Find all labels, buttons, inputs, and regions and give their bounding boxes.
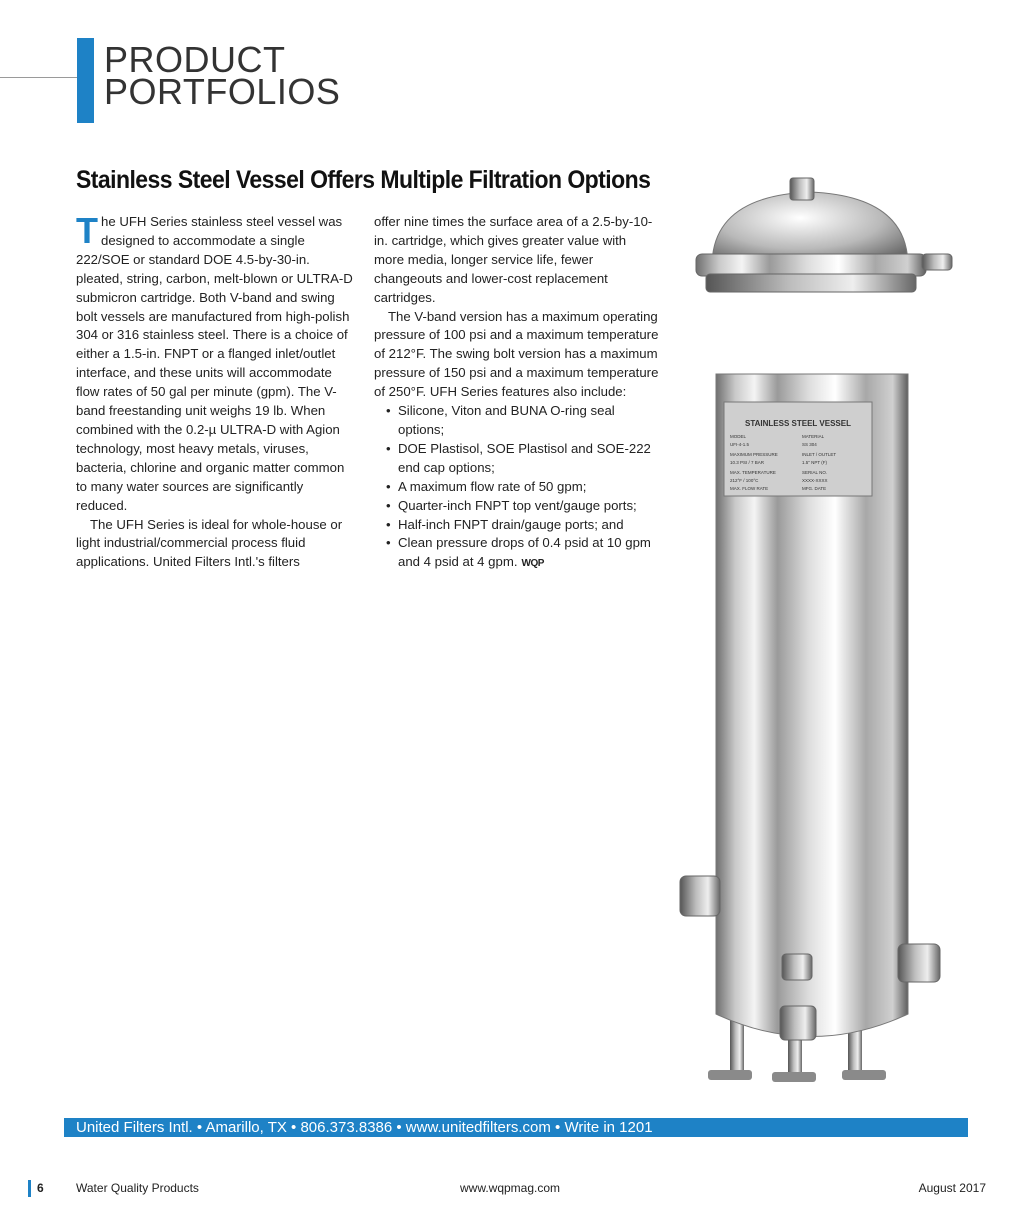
plate-value: 10.3 PSI / 7 BAR bbox=[730, 460, 765, 465]
article-paragraph-2: The UFH Series is ideal for whole-house or light industrial/commercial process fluid applications. United Filters Intl.'s filters bbox=[76, 516, 343, 570]
dropcap: T bbox=[76, 210, 98, 251]
article-paragraph-1 bbox=[76, 210, 356, 516]
feature-item: • A maximum flow rate of 50 gpm; bbox=[374, 478, 659, 497]
plate-value: 1.5" NPT (F) bbox=[802, 460, 828, 465]
plate-label: MATERIAL bbox=[802, 434, 825, 439]
publication-name: Water Quality Products bbox=[76, 1181, 199, 1195]
plate-label: MAX. FLOW RATE bbox=[730, 486, 769, 491]
page-footer bbox=[0, 1180, 1024, 1200]
section-title-line1: PRODUCT bbox=[104, 39, 286, 80]
plate-label: INLET / OUTLET bbox=[802, 452, 837, 457]
feature-list bbox=[374, 402, 659, 574]
feature-item: • Quarter-inch FNPT top vent/gauge ports; bbox=[374, 497, 659, 516]
paragraph-text: he UFH Series stainless steel vessel was designed to accommodate a single 222/SOE or standard DOE 4.5-by-30-in. pleated, string, carbon, melt-blown or ULTRA-D submicron cartridge. Both V-band and swing bolt vessels are manufactured from high-polish 304 or 316 stainless steel. There is a choice of either a 1.5-in. FNPT or a flanged inlet/outlet interface, and these units will accommodate flow rates of 50 gal per minute (gpm). The V-band freestanding unit weighs 19 lb. When combined with the 0.2-µ ULTRA-D with Agion technology, most heavy metals, viruses, bacteria, chlorine and organic matter common to many water sources are significantly reduced. bbox=[76, 214, 353, 513]
feature-item: • DOE Plastisol, SOE Plastisol and SOE-222 end cap options; bbox=[374, 440, 659, 478]
plate-label: MFG. DATE bbox=[802, 486, 827, 491]
top-rule bbox=[0, 77, 77, 78]
page-number: 6 bbox=[37, 1181, 44, 1195]
article-paragraph-4: The V-band version has a maximum operating pressure of 100 psi and a maximum temperature of 212°F. The swing bolt version has a maximum pressure of 150 psi and a maximum temperature of 250°F. UFH Series features also include: bbox=[374, 308, 659, 400]
feature-item-text: Clean pressure drops of 0.4 psid at 10 gpm and 4 psid at 4 gpm. bbox=[398, 535, 651, 570]
product-photo bbox=[672, 174, 972, 1094]
website-url: www.wqpmag.com bbox=[460, 1181, 561, 1195]
article-paragraph-3: offer nine times the surface area of a 2.5-by-10-in. cartridge, which gives greater value with more media, longer service life, fewer changeouts and lower-cost replacement cartridges. bbox=[374, 214, 653, 305]
company-info-bar: United Filters Intl. • Amarillo, TX • 806.373.8386 • www.unitedfilters.com • Write in 1201 bbox=[64, 1118, 968, 1137]
plate-value: XXXX-XXXX bbox=[802, 478, 828, 483]
vessel-lid bbox=[696, 178, 952, 292]
plate-label: MAX. TEMPERATURE bbox=[730, 470, 776, 475]
article-headline: Stainless Steel Vessel Offers Multiple Filtration Options bbox=[76, 166, 651, 194]
nameplate-title: STAINLESS STEEL VESSEL bbox=[745, 419, 851, 428]
section-accent-bar bbox=[77, 38, 94, 123]
end-mark: WQP bbox=[521, 558, 544, 570]
article-column-2 bbox=[374, 213, 659, 574]
plate-value: UFI-4-1.5 bbox=[730, 442, 750, 447]
plate-value: SS 304 bbox=[802, 442, 817, 447]
issue-date: August 2017 bbox=[918, 1181, 986, 1195]
section-title bbox=[104, 39, 341, 112]
plate-label: MAXIMUM PRESSURE bbox=[730, 452, 778, 457]
feature-item: • Silicone, Viton and BUNA O-ring seal options; bbox=[374, 402, 659, 440]
section-title-line2: PORTFOLIOS bbox=[104, 71, 341, 112]
plate-label: MODEL bbox=[730, 434, 747, 439]
plate-value: 212°F / 100°C bbox=[730, 478, 759, 483]
plate-label: SERIAL NO. bbox=[802, 470, 828, 475]
article-column-1 bbox=[76, 210, 356, 572]
feature-item: • Half-inch FNPT drain/gauge ports; and bbox=[374, 516, 659, 535]
vessel-nameplate bbox=[724, 402, 872, 496]
page-number-bar bbox=[28, 1180, 31, 1197]
feature-item bbox=[374, 534, 659, 574]
